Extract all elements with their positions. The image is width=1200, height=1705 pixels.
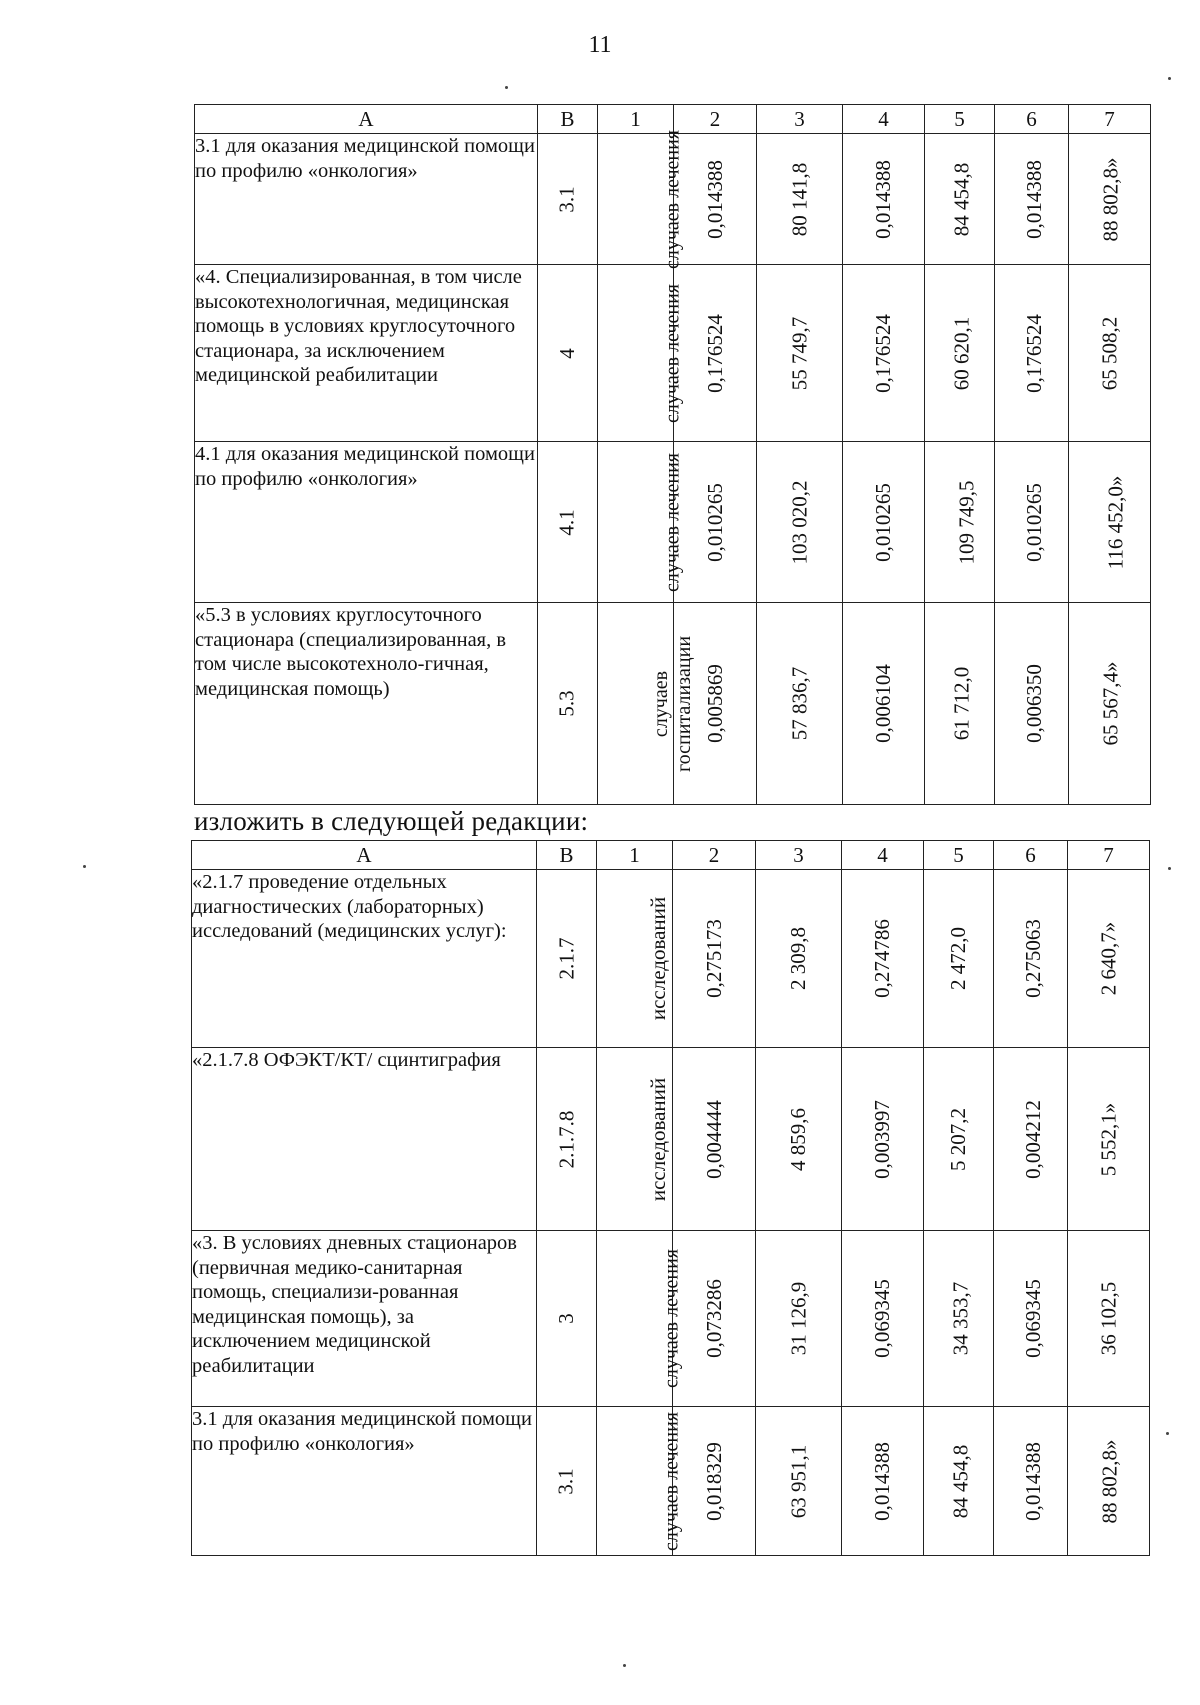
row-unit-cell (598, 442, 684, 603)
value-cell (925, 134, 995, 265)
value-cell (674, 442, 757, 603)
value-cell (843, 442, 925, 603)
value-col-6: 0,014388 (1021, 159, 1046, 239)
value-cell (756, 870, 842, 1048)
value-col-2: 0,004444 (701, 1099, 726, 1179)
row-code: 4 (555, 347, 579, 359)
row-code: 2.1.7.8 (554, 1110, 578, 1168)
value-cell (925, 265, 995, 442)
value-col-3: 57 836,7 (787, 666, 811, 741)
header-cell-5: 5 (925, 105, 995, 134)
value-col-4: 0,176524 (871, 313, 895, 393)
table-row (195, 603, 1151, 805)
value-col-7: 116 452,0» (1103, 475, 1128, 569)
value-cell (674, 265, 757, 442)
value-cell (994, 1231, 1068, 1407)
value-col-5: 5 207,2 (946, 1107, 970, 1171)
header-cell-b: B (538, 105, 598, 134)
value-cell (843, 134, 925, 265)
value-cell (1069, 442, 1151, 603)
value-col-4: 0,003997 (870, 1099, 894, 1179)
value-col-2: 0,275173 (701, 919, 726, 998)
value-cell (994, 870, 1068, 1048)
table-row (192, 1407, 1150, 1556)
row-unit: случаев лечения (661, 129, 684, 269)
header-cell-6: 6 (994, 841, 1068, 870)
value-col-5: 34 353,7 (948, 1281, 973, 1356)
header-cell-2: 2 (673, 841, 756, 870)
row-code-cell (537, 870, 597, 1048)
value-col-2: 0,176524 (702, 313, 727, 393)
value-col-5: 109 749,5 (954, 480, 979, 564)
value-col-3: 55 749,7 (787, 316, 811, 390)
value-col-4: 0,010265 (871, 482, 895, 562)
row-unit-cell (597, 1407, 683, 1556)
value-col-4: 0,014388 (870, 1441, 894, 1521)
value-col-7: 36 102,5 (1096, 1281, 1120, 1356)
table-row (195, 134, 1151, 265)
header-cell-7: 7 (1069, 105, 1151, 134)
value-col-3: 31 126,9 (786, 1281, 810, 1356)
header-cell-b: B (537, 841, 597, 870)
scan-speck (623, 1664, 626, 1667)
row-unit: случаев лечения (660, 1249, 683, 1389)
value-cell (673, 1048, 756, 1231)
value-cell (1068, 1048, 1150, 1231)
value-col-6: 0,006350 (1021, 664, 1046, 743)
table-row (192, 1048, 1150, 1231)
value-col-2: 0,073286 (701, 1279, 726, 1358)
value-col-2: 0,010265 (702, 482, 727, 562)
value-col-5: 84 454,8 (949, 162, 974, 236)
table-row (192, 1231, 1150, 1407)
table-row (192, 870, 1150, 1048)
row-description: 4.1 для оказания медицинской помощи по профилю «онкология» (195, 442, 538, 603)
header-cell-a: A (192, 841, 537, 870)
value-cell (1068, 870, 1150, 1048)
value-col-5: 2 472,0 (946, 927, 970, 990)
row-description: 3.1 для оказания медицинской помощи по профилю «онкология» (192, 1407, 537, 1556)
value-cell (994, 1048, 1068, 1231)
value-col-6: 0,014388 (1020, 1441, 1045, 1521)
row-code: 4.1 (555, 508, 579, 536)
value-cell (843, 603, 925, 805)
value-col-4: 0,006104 (871, 664, 895, 743)
value-cell (756, 1231, 842, 1407)
row-unit-cell (598, 603, 695, 805)
table-header-row (192, 841, 1150, 870)
value-col-7: 65 508,2 (1097, 316, 1121, 390)
value-col-5: 61 712,0 (949, 666, 974, 741)
value-col-3: 80 141,8 (787, 162, 811, 236)
page-number: 11 (588, 32, 612, 58)
header-cell-4: 4 (843, 105, 925, 134)
scan-speck (1168, 867, 1171, 870)
value-col-7: 65 567,4» (1098, 661, 1123, 746)
row-unit-cell (598, 265, 684, 442)
row-code-cell (537, 1407, 597, 1556)
value-col-3: 4 859,6 (786, 1107, 810, 1171)
row-code-cell (537, 1231, 597, 1407)
value-cell (994, 1407, 1068, 1556)
row-unit-cell (597, 870, 673, 1048)
header-cell-a: A (195, 105, 538, 134)
scan-speck (83, 865, 86, 868)
scan-speck (1168, 77, 1171, 80)
value-col-2: 0,005869 (702, 664, 727, 743)
header-cell-7: 7 (1068, 841, 1150, 870)
row-unit-cell (598, 129, 684, 269)
value-col-6: 0,069345 (1020, 1279, 1045, 1358)
row-unit: исследований (646, 896, 671, 1021)
value-cell (1069, 265, 1151, 442)
value-cell (757, 265, 843, 442)
header-cell-1: 1 (597, 841, 673, 870)
row-unit: случаев лечения (661, 283, 684, 423)
value-col-4: 0,069345 (870, 1279, 894, 1358)
value-col-3: 2 309,8 (786, 927, 810, 990)
row-code-cell (538, 134, 598, 265)
value-col-7: 88 802,8» (1098, 157, 1123, 241)
header-cell-4: 4 (842, 841, 924, 870)
value-cell (995, 134, 1069, 265)
row-description: «3. В условиях дневных стационаров (первичная медико-санитарная помощь, специализи-рованная медицинская помощь), за исключением медицинской реабилитации (192, 1231, 537, 1407)
value-cell (674, 134, 757, 265)
value-cell (924, 870, 994, 1048)
value-cell (842, 870, 924, 1048)
row-unit: исследований (646, 1077, 671, 1201)
row-code: 5.3 (555, 690, 579, 717)
value-col-2: 0,018329 (701, 1441, 726, 1521)
value-cell (673, 1407, 756, 1556)
value-cell (757, 442, 843, 603)
row-description: «2.1.7.8 ОФЭКТ/КТ/ сцинтиграфия (192, 1048, 537, 1231)
value-cell (757, 603, 843, 805)
value-cell (1068, 1231, 1150, 1407)
value-cell (1069, 134, 1151, 265)
value-col-3: 103 020,2 (787, 480, 811, 564)
row-description: 3.1 для оказания медицинской помощи по профилю «онкология» (195, 134, 538, 265)
row-description: «2.1.7 проведение отдельных диагностических (лабораторных) исследований (медицинских услуг): (192, 870, 537, 1048)
value-col-7: 5 552,1» (1096, 1102, 1120, 1176)
value-cell (925, 442, 995, 603)
header-cell-3: 3 (756, 841, 842, 870)
value-cell (925, 603, 995, 805)
header-cell-5: 5 (924, 841, 994, 870)
row-code-cell (538, 442, 598, 603)
row-unit: случаев госпитализации (650, 635, 695, 772)
row-code: 3 (554, 1313, 578, 1324)
row-unit-cell (597, 1231, 683, 1407)
row-code-cell (537, 1048, 597, 1231)
row-description: «4. Специализированная, в том числе высокотехнологичная, медицинская помощь в условиях круглосуточного стационара, за исключением медицинской реабилитации (195, 265, 538, 442)
value-cell (924, 1048, 994, 1231)
value-col-6: 0,010265 (1021, 482, 1046, 562)
value-col-7: 88 802,8» (1097, 1439, 1122, 1523)
row-code: 3.1 (555, 185, 579, 213)
value-cell (1069, 603, 1151, 805)
value-col-5: 60 620,1 (949, 316, 974, 390)
value-cell (924, 1407, 994, 1556)
table-row (195, 442, 1151, 603)
value-col-6: 0,176524 (1021, 313, 1046, 393)
value-col-4: 0,014388 (871, 159, 895, 239)
value-cell (757, 134, 843, 265)
value-col-4: 0,274786 (870, 919, 894, 998)
table-current-revision (194, 104, 1151, 805)
value-cell (842, 1048, 924, 1231)
value-cell (842, 1231, 924, 1407)
scan-speck (505, 86, 508, 89)
value-cell (842, 1407, 924, 1556)
table-row (195, 265, 1151, 442)
header-cell-2: 2 (674, 105, 757, 134)
value-col-2: 0,014388 (702, 159, 727, 239)
header-cell-6: 6 (995, 105, 1069, 134)
row-unit: случаев лечения (661, 452, 684, 592)
value-cell (756, 1407, 842, 1556)
value-col-3: 63 951,1 (786, 1444, 810, 1518)
row-unit-cell (597, 1048, 673, 1231)
value-cell (995, 603, 1069, 805)
table-new-revision (191, 840, 1150, 1556)
value-cell (995, 442, 1069, 603)
header-cell-1: 1 (598, 105, 674, 134)
value-cell (673, 870, 756, 1048)
value-col-6: 0,275063 (1020, 919, 1045, 998)
value-cell (843, 265, 925, 442)
row-code-cell (538, 265, 598, 442)
value-col-6: 0,004212 (1020, 1099, 1045, 1179)
row-unit: случаев лечения (660, 1411, 683, 1551)
revision-caption: изложить в следующей редакции: (194, 806, 589, 836)
value-cell (995, 265, 1069, 442)
value-cell (1068, 1407, 1150, 1556)
header-cell-3: 3 (757, 105, 843, 134)
value-cell (924, 1231, 994, 1407)
row-code-cell (538, 603, 598, 805)
row-description: «5.3 в условиях круглосуточного стационара (специализированная, в том числе высокотехноло-гичная, медицинская помощь) (195, 603, 538, 805)
value-col-7: 2 640,7» (1096, 921, 1120, 996)
row-code: 3.1 (554, 1467, 578, 1495)
value-col-5: 84 454,8 (948, 1444, 973, 1518)
value-cell (673, 1231, 756, 1407)
scan-speck (1166, 1432, 1169, 1435)
value-cell (756, 1048, 842, 1231)
row-code: 2.1.7 (554, 937, 578, 980)
